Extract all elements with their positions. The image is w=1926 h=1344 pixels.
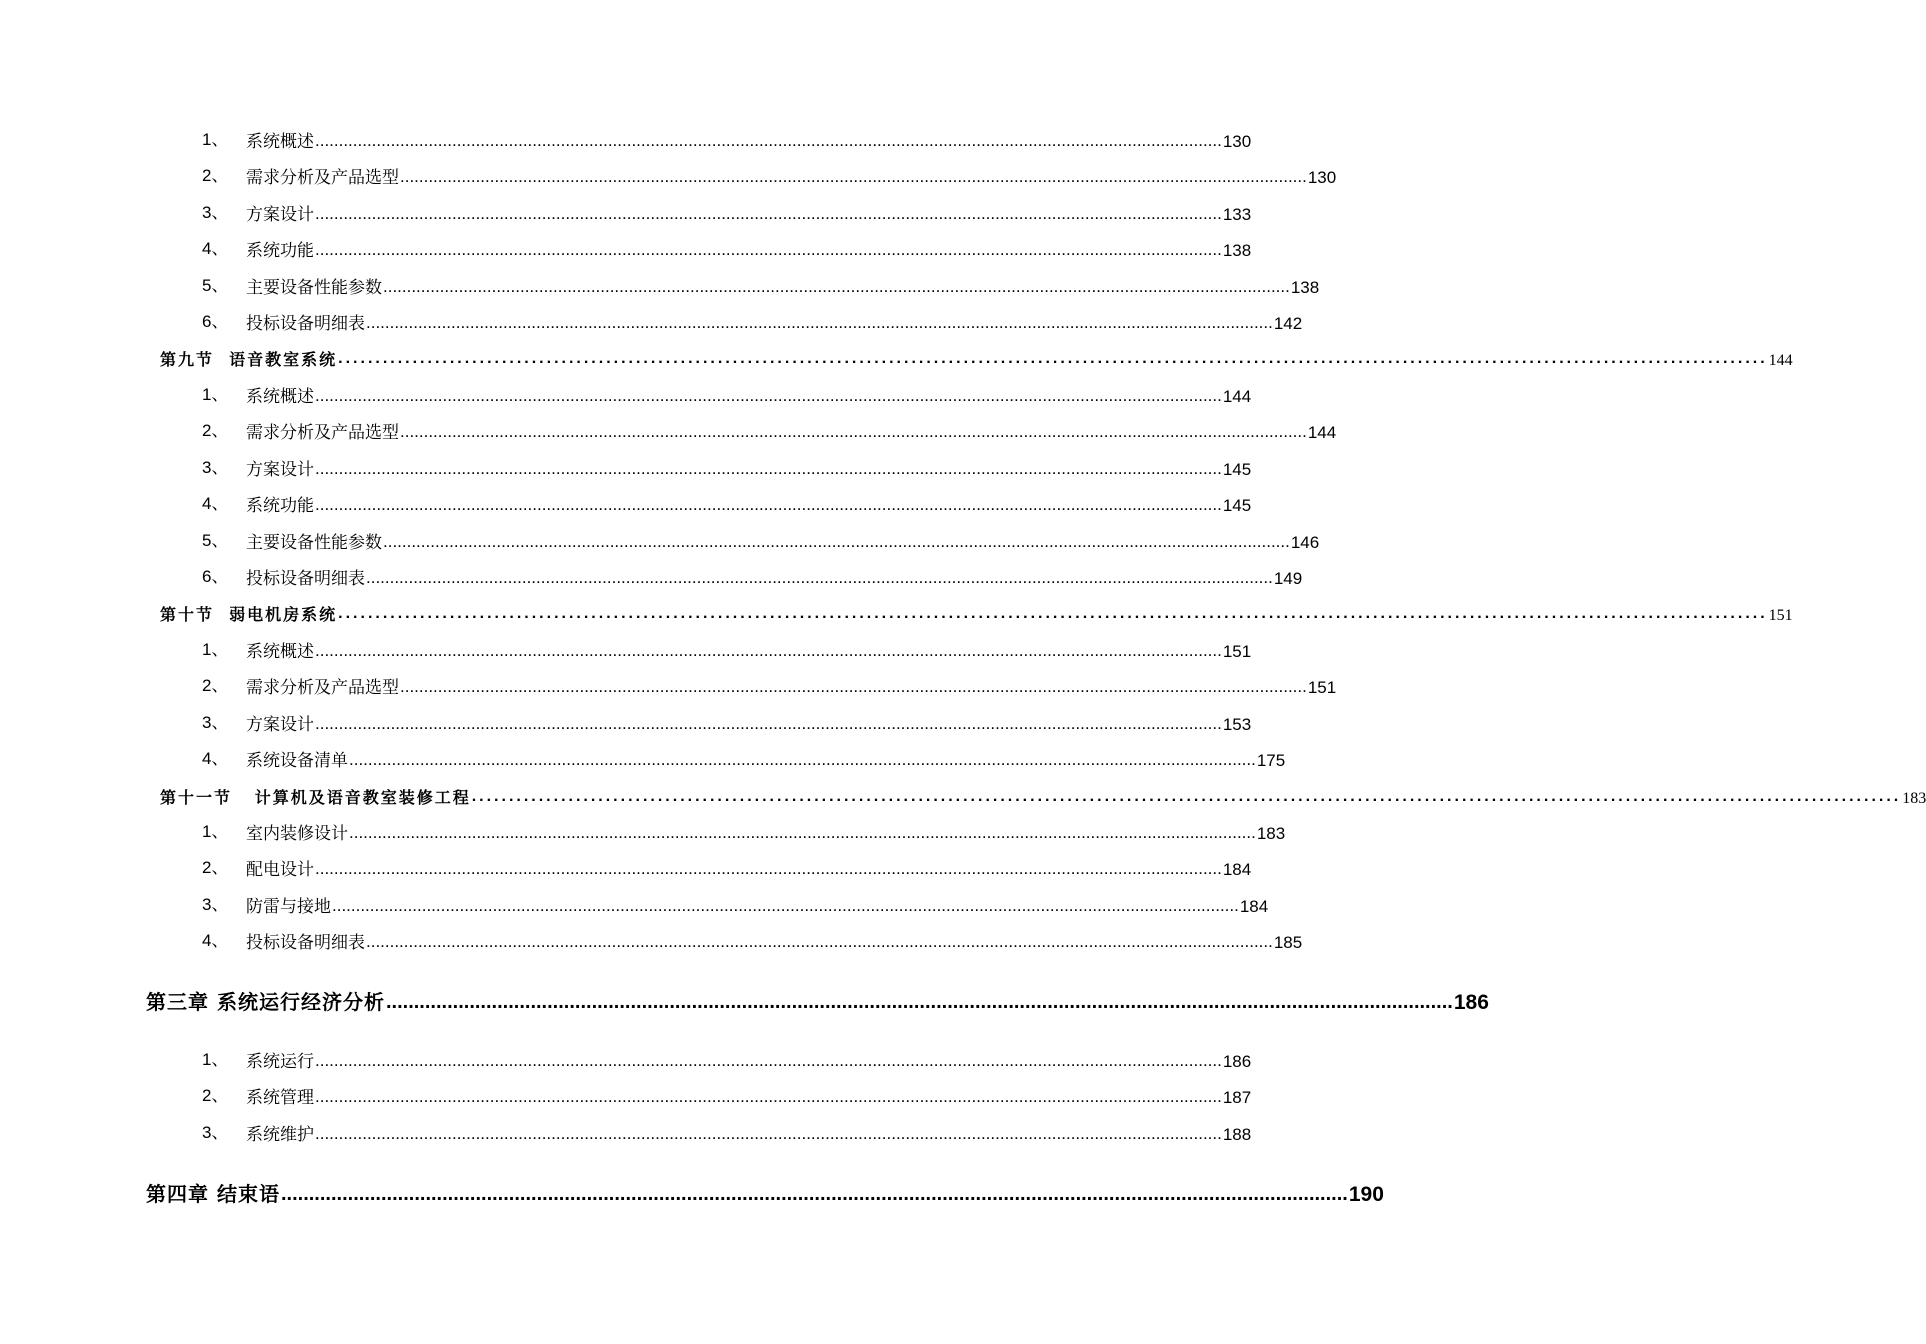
toc-item-title: 系统概述 <box>246 642 314 662</box>
dot-leader: ................................................................................................................................................................................................ <box>280 1183 1348 1205</box>
toc-item-page: 186 <box>1222 1052 1252 1071</box>
toc-item-title: 方案设计 <box>246 715 314 735</box>
toc-item-page: 144 <box>1307 423 1337 442</box>
toc-section[interactable] <box>0 597 1793 625</box>
toc-item[interactable] <box>0 160 1337 188</box>
toc-item-page: 187 <box>1222 1088 1252 1107</box>
toc-item-title: 投标设备明细表 <box>246 933 365 953</box>
toc-item-title: 系统功能 <box>246 241 314 261</box>
dot-leader: ................................................................................................................................................................................................ <box>315 495 1222 514</box>
toc-item[interactable] <box>0 488 1252 516</box>
dot-leader: ................................................................................................................................................................................................ <box>400 677 1307 696</box>
toc-item[interactable] <box>0 889 1269 917</box>
toc-item[interactable] <box>0 852 1252 880</box>
toc-chapter-title: 第四章 结束语 <box>146 1182 280 1206</box>
toc-item[interactable] <box>0 306 1303 334</box>
dot-leader: ................................................................................................................................................................................................ <box>366 568 1273 587</box>
toc-chapter-page: 186 <box>1453 991 1489 1014</box>
toc-item-title: 室内装修设计 <box>246 824 348 844</box>
toc-section-title: 第九节 语音教室系统 <box>160 350 338 369</box>
toc-item-page: 175 <box>1256 751 1286 770</box>
toc-item-number: 6、 <box>202 567 229 586</box>
dot-leader: ................................................................................................................................................................................................ <box>315 1051 1222 1070</box>
toc-section[interactable] <box>0 780 1926 808</box>
toc-item[interactable] <box>0 561 1303 589</box>
toc-item-page: 185 <box>1273 933 1303 952</box>
toc-item-number: 1、 <box>202 130 229 149</box>
toc-item-page: 153 <box>1222 715 1252 734</box>
toc-section-page: 183 <box>1902 790 1926 807</box>
toc-item-title: 主要设备性能参数 <box>246 533 382 553</box>
toc-item-title: 系统功能 <box>246 496 314 516</box>
toc-section-page: 144 <box>1768 352 1793 369</box>
toc-item-page: 138 <box>1290 278 1320 297</box>
dot-leader: ................................................................................................................................................................................................ <box>315 240 1222 259</box>
dot-leader: ................................................................................................................................................................................................ <box>366 932 1273 951</box>
toc-section-title: 第十节 弱电机房系统 <box>160 605 338 624</box>
toc-item-page: 130 <box>1222 132 1252 151</box>
toc-item-page: 188 <box>1222 1125 1252 1144</box>
toc-item-number: 3、 <box>202 458 229 477</box>
toc-item-title: 方案设计 <box>246 205 314 225</box>
toc-item-number: 6、 <box>202 312 229 331</box>
dot-leader: ................................................................................................................................................................................................ <box>332 896 1239 915</box>
toc-item[interactable] <box>0 743 1286 771</box>
dot-leader: ................................................................................................................................................................................................ <box>315 859 1222 878</box>
toc-item-page: 149 <box>1273 569 1303 588</box>
dot-leader: ................................................................................................................................................................................................ <box>366 313 1273 332</box>
toc-chapter[interactable] <box>0 1171 1384 1207</box>
toc-item-page: 184 <box>1239 897 1269 916</box>
toc-item-number: 1、 <box>202 822 229 841</box>
toc-item-page: 130 <box>1307 168 1337 187</box>
dot-leader: ................................................................................................................................................................................................ <box>338 350 1768 367</box>
toc-item-number: 2、 <box>202 858 229 877</box>
dot-leader: ................................................................................................................................................................................................ <box>315 459 1222 478</box>
toc-chapter[interactable] <box>0 979 1489 1015</box>
toc-item[interactable] <box>0 415 1337 443</box>
toc-item-number: 3、 <box>202 1123 229 1142</box>
toc-item[interactable] <box>0 452 1252 480</box>
toc-item-number: 2、 <box>202 1086 229 1105</box>
toc-item[interactable] <box>0 1080 1252 1108</box>
toc-item-number: 5、 <box>202 276 229 295</box>
dot-leader: ................................................................................................................................................................................................ <box>349 750 1256 769</box>
toc-item[interactable] <box>0 124 1252 152</box>
toc-item[interactable] <box>0 197 1252 225</box>
toc-item[interactable] <box>0 1117 1252 1145</box>
dot-leader: ................................................................................................................................................................................................ <box>315 1087 1222 1106</box>
dot-leader: ................................................................................................................................................................................................ <box>315 204 1222 223</box>
dot-leader: ................................................................................................................................................................................................ <box>315 1124 1222 1143</box>
toc-item-page: 138 <box>1222 241 1252 260</box>
dot-leader: ................................................................................................................................................................................................ <box>400 422 1307 441</box>
toc-item-number: 2、 <box>202 421 229 440</box>
toc-item-number: 4、 <box>202 494 229 513</box>
toc-item-title: 需求分析及产品选型 <box>246 678 399 698</box>
toc-item-page: 133 <box>1222 205 1252 224</box>
toc-item-number: 4、 <box>202 749 229 768</box>
toc-section-title: 第十一节 计算机及语音教室装修工程 <box>160 788 471 807</box>
toc-item-title: 系统运行 <box>246 1052 314 1072</box>
dot-leader: ................................................................................................................................................................................................ <box>385 991 1453 1013</box>
toc-item-number: 5、 <box>202 531 229 550</box>
toc-item-page: 145 <box>1222 496 1252 515</box>
toc-item-title: 投标设备明细表 <box>246 569 365 589</box>
toc-item-page: 144 <box>1222 387 1252 406</box>
dot-leader: ................................................................................................................................................................................................ <box>315 131 1222 150</box>
dot-leader: ................................................................................................................................................................................................ <box>383 532 1290 551</box>
toc-section-page: 151 <box>1768 607 1793 624</box>
toc-item-number: 2、 <box>202 166 229 185</box>
toc-item-page: 145 <box>1222 460 1252 479</box>
toc-item-page: 184 <box>1222 860 1252 879</box>
toc-chapter-page: 190 <box>1348 1183 1384 1206</box>
toc-item-title: 方案设计 <box>246 460 314 480</box>
toc-section[interactable] <box>0 342 1793 370</box>
dot-leader: ................................................................................................................................................................................................ <box>400 167 1307 186</box>
toc-item[interactable] <box>0 1044 1252 1072</box>
toc-item-title: 系统概述 <box>246 387 314 407</box>
toc-item[interactable] <box>0 270 1320 298</box>
toc-item-title: 需求分析及产品选型 <box>246 423 399 443</box>
toc-item-title: 需求分析及产品选型 <box>246 168 399 188</box>
toc-item-title: 系统维护 <box>246 1125 314 1145</box>
dot-leader: ................................................................................................................................................................................................ <box>315 714 1222 733</box>
toc-item-title: 系统管理 <box>246 1088 314 1108</box>
dot-leader: ................................................................................................................................................................................................ <box>471 788 1902 805</box>
toc-item-title: 配电设计 <box>246 860 314 880</box>
toc-item-title: 系统设备清单 <box>246 751 348 771</box>
toc-item-title: 投标设备明细表 <box>246 314 365 334</box>
toc-item-number: 1、 <box>202 385 229 404</box>
toc-item-page: 146 <box>1290 533 1320 552</box>
toc-item-page: 142 <box>1273 314 1303 333</box>
toc-item[interactable] <box>0 707 1252 735</box>
toc-item-title: 系统概述 <box>246 132 314 152</box>
toc-item-page: 151 <box>1222 642 1252 661</box>
toc-item-number: 1、 <box>202 640 229 659</box>
toc-item-number: 1、 <box>202 1050 229 1069</box>
dot-leader: ................................................................................................................................................................................................ <box>383 277 1290 296</box>
dot-leader: ................................................................................................................................................................................................ <box>315 641 1222 660</box>
toc-item-page: 151 <box>1307 678 1337 697</box>
toc-item-number: 3、 <box>202 895 229 914</box>
toc-item[interactable] <box>0 634 1252 662</box>
dot-leader: ................................................................................................................................................................................................ <box>315 386 1222 405</box>
toc-item-number: 4、 <box>202 239 229 258</box>
dot-leader: ................................................................................................................................................................................................ <box>338 605 1768 622</box>
toc-item[interactable] <box>0 670 1337 698</box>
toc-item[interactable] <box>0 379 1252 407</box>
toc-item-title: 防雷与接地 <box>246 897 331 917</box>
toc-item-number: 3、 <box>202 713 229 732</box>
dot-leader: ................................................................................................................................................................................................ <box>349 823 1256 842</box>
toc-item[interactable] <box>0 816 1286 844</box>
toc-item-number: 4、 <box>202 931 229 950</box>
toc-item-number: 3、 <box>202 203 229 222</box>
toc-item-title: 主要设备性能参数 <box>246 278 382 298</box>
toc-item[interactable] <box>0 233 1252 261</box>
toc-item[interactable] <box>0 925 1303 953</box>
toc-item-number: 2、 <box>202 676 229 695</box>
toc-item[interactable] <box>0 525 1320 553</box>
toc-chapter-title: 第三章 系统运行经济分析 <box>146 990 385 1014</box>
toc-item-page: 183 <box>1256 824 1286 843</box>
